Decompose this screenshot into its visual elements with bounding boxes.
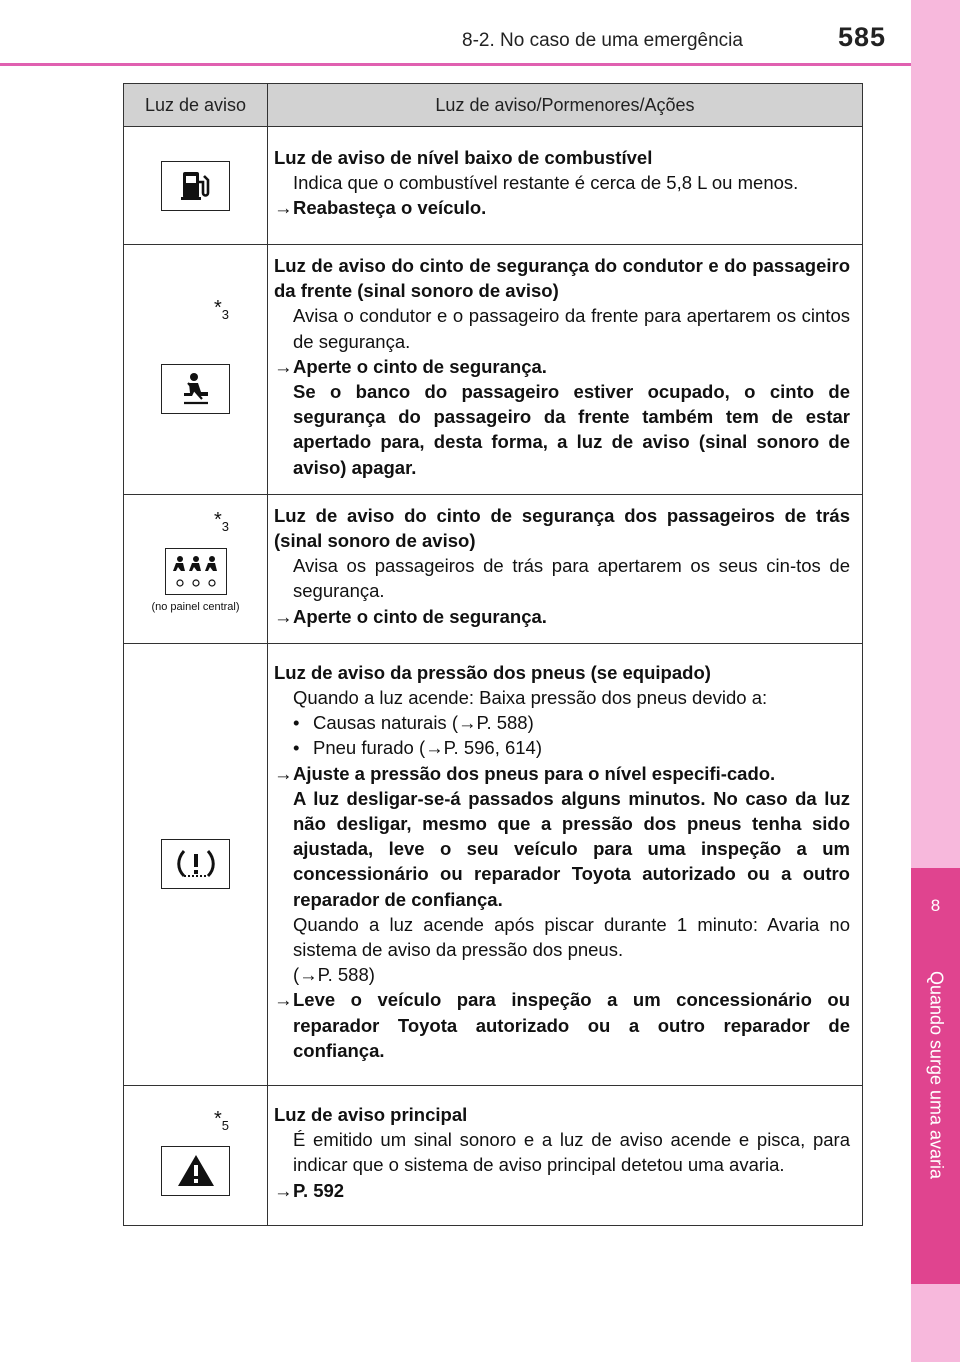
warning-title: Luz de aviso principal	[274, 1103, 468, 1125]
action: → Ajuste a pressão dos pneus para o nível especifi-cado.	[274, 761, 850, 786]
icon-cell	[124, 1085, 268, 1225]
warning-title: Luz de aviso do cinto de segurança do condutor e do passageiro da frente (sinal sonoro de aviso)	[274, 255, 850, 302]
warning-description: Avisa o condutor e o passageiro da frente para apertarem os cintos de segurança.	[293, 305, 850, 352]
action-detail: Se o banco do passageiro estiver ocupado, o cinto de segurança do passageiro da frente também tem de estar apertado para, desta forma, a luz de aviso (sinal sonoro de aviso) apagar.	[293, 381, 850, 478]
footnote-mark: $*_5$	[213, 1107, 229, 1133]
arrow-icon: →	[274, 1179, 293, 1201]
warning-title: Luz de aviso da pressão dos pneus (se equipado)	[274, 661, 711, 683]
table-row	[124, 1085, 863, 1225]
footnote-mark: $*_3$	[213, 297, 229, 322]
header-rule	[0, 63, 911, 66]
action: → Leve o veículo para inspeção a um concessionário ou reparador Toyota autorizado ou a outro reparador de confiança.	[274, 987, 850, 1063]
icon-caption: (no painel central)	[151, 601, 240, 614]
table-row	[124, 643, 863, 1085]
chapter-number: 8	[930, 896, 941, 915]
fuel-pump-icon	[161, 161, 230, 211]
icon-cell	[124, 127, 268, 245]
icon-cell	[124, 494, 268, 643]
footnote-mark: $*_3$	[213, 508, 229, 534]
action: → Aperte o cinto de segurança.	[274, 604, 850, 629]
table-row	[124, 494, 863, 643]
arrow-icon: →	[274, 989, 293, 1011]
arrow-icon: →	[274, 762, 293, 784]
action: → Reabasteça o veículo.	[274, 195, 850, 220]
section-title: 8-2. No caso de uma emergência	[462, 30, 743, 51]
arrow-icon: →	[274, 605, 293, 627]
icon-cell	[124, 643, 268, 1085]
seatbelt-icon	[161, 364, 230, 414]
details-cell	[268, 127, 863, 245]
column-header-light: Luz de aviso	[124, 84, 268, 127]
warning-description: É emitido um sinal sonoro e a luz de aviso acende e pisca, para indicar que o sistema de aviso principal detetou uma avaria.	[293, 1129, 850, 1176]
icon-cell	[124, 245, 268, 495]
warning-title: Luz de aviso de nível baixo de combustível	[274, 146, 653, 168]
warning-title: Luz de aviso do cinto de segurança dos passageiros de trás (sinal sonoro de aviso)	[274, 504, 850, 552]
action: → Aperte o cinto de segurança.	[274, 354, 850, 379]
table-row	[124, 245, 863, 495]
column-header-details: Luz de aviso/Pormenores/Ações	[268, 84, 863, 127]
chapter-title: Quando surge uma avaria	[926, 970, 947, 1180]
details-cell	[268, 643, 863, 1085]
table-header-row	[124, 84, 863, 127]
tire-pressure-icon	[161, 839, 230, 889]
arrow-icon: →	[274, 197, 293, 219]
warning-description: Avisa os passageiros de trás para apertarem os seus cin-tos de segurança.	[293, 555, 850, 602]
details-cell	[268, 1085, 863, 1225]
action: → P. 592	[274, 1178, 850, 1203]
list-item: • Causas naturais (→P. 588)	[293, 712, 534, 734]
warning-light-table	[123, 83, 863, 1226]
action-detail: A luz desligar-se-á passados alguns minutos. No caso da luz não desligar, mesmo que a pressão dos pneus tenha sido ajustada, leve o seu veículo para uma inspeção a um concessionário ou reparador Toyota autorizado ou a outro reparador de confiança.	[293, 787, 850, 910]
page-reference: (→P. 588)	[293, 964, 375, 986]
rear-seatbelt-icon	[165, 548, 227, 595]
page-number: 585	[838, 22, 887, 52]
details-cell	[268, 494, 863, 643]
warning-description: Indica que o combustível restante é cerca de 5,8 L ou menos.	[293, 171, 799, 193]
table-row	[124, 127, 863, 245]
details-cell	[268, 245, 863, 495]
list-item: • Pneu furado (→P. 596, 614)	[293, 737, 543, 759]
master-warning-icon	[161, 1146, 230, 1196]
warning-description: Quando a luz acende após piscar durante 1 minuto: Avaria no sistema de aviso da pressão dos pneus.	[293, 913, 850, 960]
arrow-icon: →	[274, 355, 293, 377]
warning-description: Quando a luz acende: Baixa pressão dos pneus devido a:	[293, 686, 768, 708]
